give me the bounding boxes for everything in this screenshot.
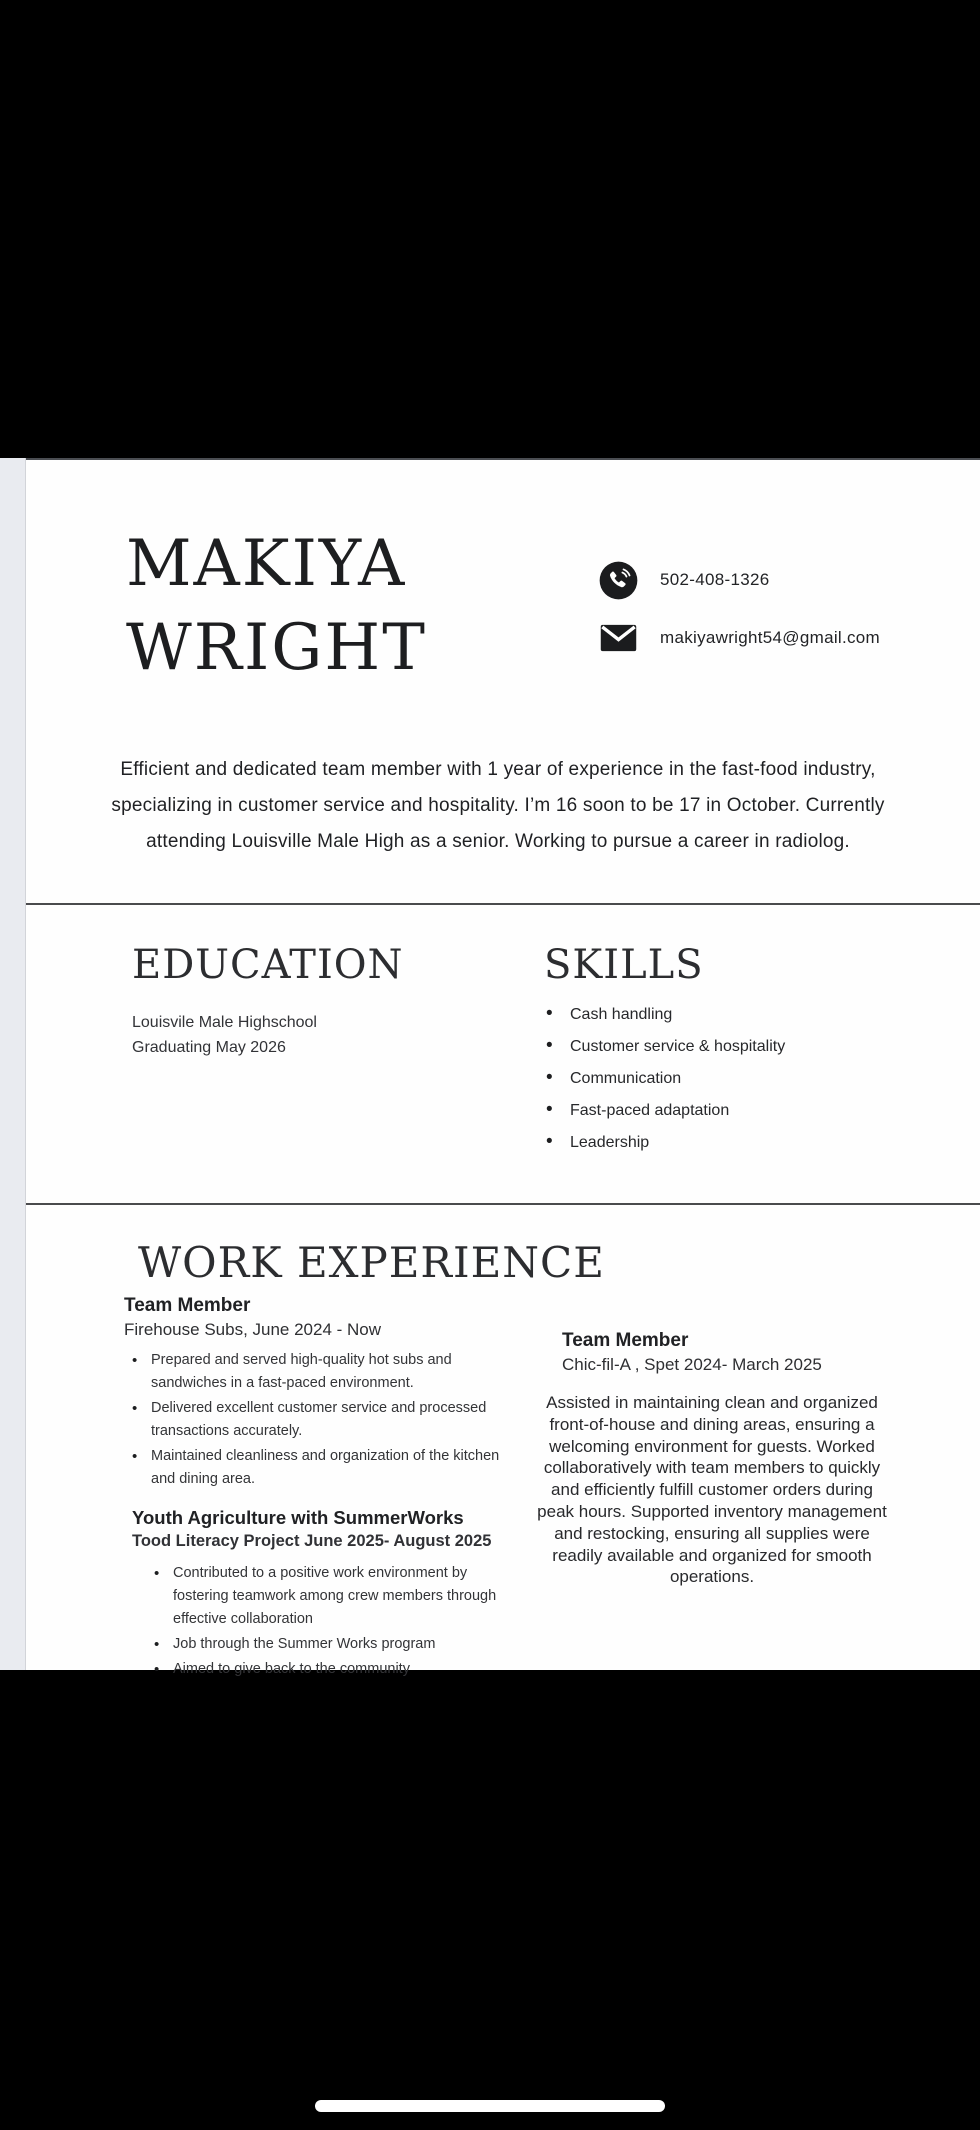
summary-paragraph: Efficient and dedicated team member with 1 year of experience in the fast-food industry, specializing in customer service and hospitality. I’m 16 soon to be 17 in October. Currently attending Louisville Male High as a senior. Working to pursue a career in radiolog. — [111, 759, 885, 852]
adjacent-page-edge — [0, 458, 26, 1670]
email-row — [598, 618, 880, 658]
education-graduation: Graduating May 2026 — [132, 1039, 286, 1056]
work-experience-heading: WORK EXPERIENCE — [138, 1238, 605, 1287]
job-bullet: • Job through the Summer Works program — [132, 1633, 500, 1656]
phone-row — [598, 560, 880, 600]
job-firehouse-subs — [124, 1295, 500, 1491]
skills-section — [544, 942, 785, 1166]
contact-block — [598, 560, 880, 658]
job-title: Team Member — [562, 1330, 689, 1351]
name-last: WRIGHT — [126, 611, 427, 685]
job-bullet: • Aimed to give back to the community — [132, 1658, 500, 1681]
name-first: MAKIYA — [126, 527, 407, 601]
skill-item: • Customer service & hospitality — [544, 1038, 785, 1056]
resume-page — [26, 458, 980, 1677]
job-summerworks — [132, 1507, 500, 1681]
job-bullet: • Delivered excellent customer service and processed transactions accurately. — [124, 1397, 500, 1443]
resume-name — [126, 522, 427, 690]
job-description: Assisted in maintaining clean and organized front-of-house and dining areas, ensuring a welcoming environment for guests. Worked collaboratively with team members to quickly and efficiently fulfill customer orders during peak hours. Supported inventory management and restocking, ensuring all supplies were readily available and organized for smooth operations. — [537, 1393, 887, 1587]
job-title: Team Member — [124, 1295, 251, 1316]
phone-icon — [598, 561, 638, 600]
home-indicator[interactable] — [315, 2100, 665, 2112]
job-bullet-list — [124, 1349, 500, 1491]
education-heading: EDUCATION — [132, 942, 404, 988]
work-right-column — [531, 1330, 893, 1588]
job-bullet: • Maintained cleanliness and organization of the kitchen and dining area. — [124, 1445, 500, 1491]
phone-number: 502-408-1326 — [660, 570, 770, 589]
education-section — [132, 942, 404, 1060]
email-icon — [598, 624, 638, 652]
job-bullet: • Prepared and served high-quality hot subs and sandwiches in a fast-paced environment. — [124, 1349, 500, 1395]
job-chic-fil-a — [531, 1330, 893, 1588]
job-bullet-list — [132, 1562, 500, 1681]
skill-item: • Cash handling — [544, 1006, 785, 1024]
job-org-dates: Firehouse Subs, June 2024 - Now — [124, 1320, 382, 1339]
job-bullet: • Contributed to a positive work environment by fostering teamwork among crew members through effective collaboration — [132, 1562, 500, 1631]
skill-item: • Fast-paced adaptation — [544, 1102, 785, 1120]
section-divider-bottom — [26, 1203, 980, 1205]
skills-list — [544, 1006, 785, 1152]
job-org-dates: Tood Literacy Project June 2025- August 2025 — [132, 1532, 492, 1550]
job-title: Youth Agriculture with SummerWorks — [132, 1507, 464, 1528]
section-divider-top — [26, 903, 980, 905]
skill-item: • Communication — [544, 1070, 785, 1088]
skill-item: • Leadership — [544, 1134, 785, 1152]
work-left-column — [124, 1295, 500, 1683]
email-address: makiyawright54@gmail.com — [660, 628, 881, 647]
job-org-dates: Chic-fil-A , Spet 2024- March 2025 — [562, 1355, 822, 1374]
skills-heading: SKILLS — [544, 942, 704, 988]
education-school: Louisvile Male Highschool — [132, 1014, 317, 1031]
